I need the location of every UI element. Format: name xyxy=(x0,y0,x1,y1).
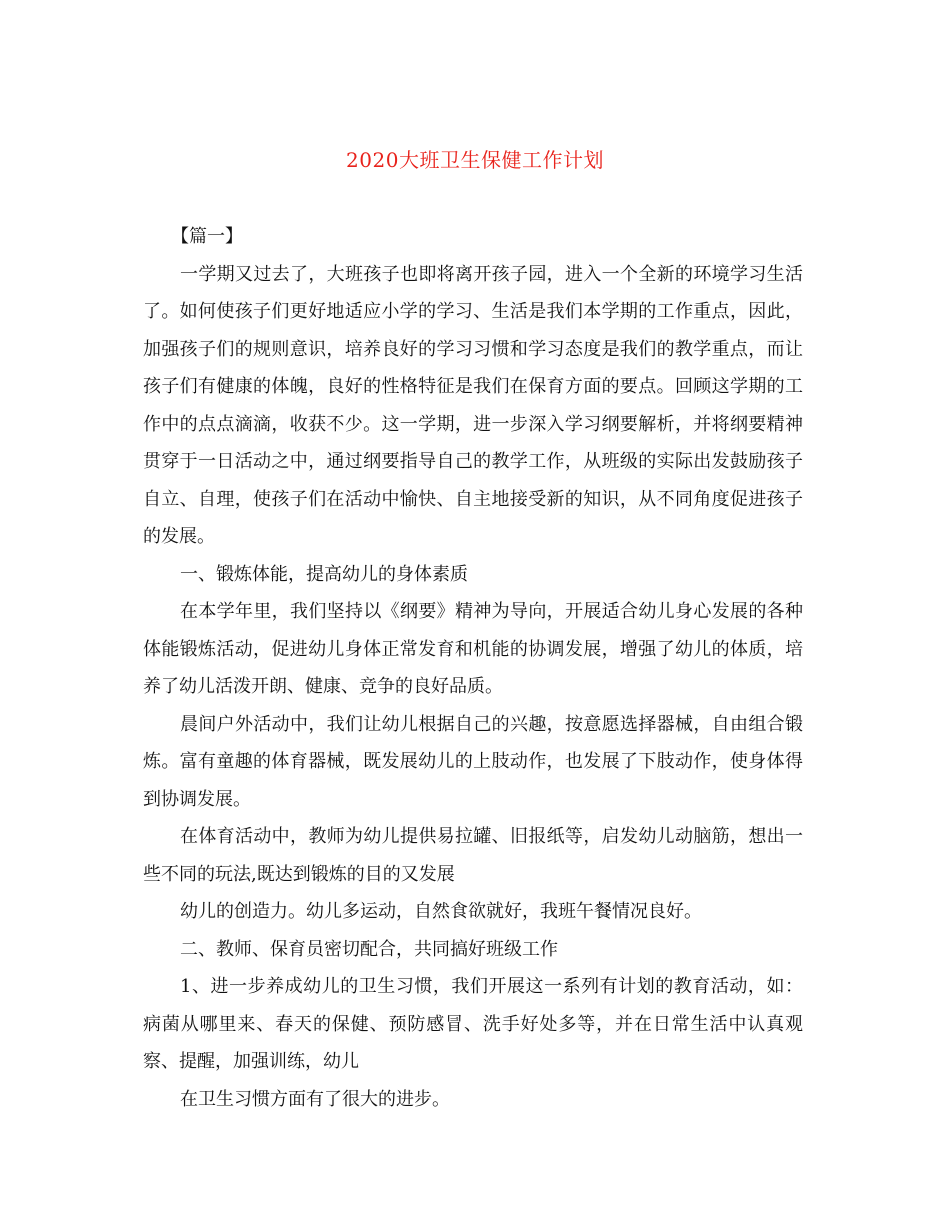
section-heading: 二、教师、保育员密切配合，共同搞好班级工作 xyxy=(180,938,558,960)
document-title: 2020大班卫生保健工作计划 xyxy=(346,148,604,172)
section-heading: 一、锻炼体能，提高幼儿的身体素质 xyxy=(180,563,468,585)
paragraph: 在卫生习惯方面有了很大的进步。 xyxy=(180,1088,450,1110)
paragraph: 1、进一步养成幼儿的卫生习惯，我们开展这一系列有计划的教育活动，如：病菌从哪里来、春天的保健、预防感冒、洗手好处多等，并在日常生活中认真观察、提醒，加强训练，幼儿 xyxy=(143,976,803,1072)
section-label: 【篇一】 xyxy=(171,226,243,247)
paragraph: 在体育活动中，教师为幼儿提供易拉罐、旧报纸等，启发幼儿动脑筋，想出一些不同的玩法,既达到锻炼的目的又发展 xyxy=(143,826,803,885)
paragraph: 晨间户外活动中，我们让幼儿根据自己的兴趣，按意愿选择器械，自由组合锻炼。富有童趣的体育器械，既发展幼儿的上肢动作，也发展了下肢动作，使身体得到协调发展。 xyxy=(143,713,803,810)
paragraph: 在本学年里，我们坚持以《纲要》精神为导向，开展适合幼儿身心发展的各种体能锻炼活动，促进幼儿身体正常发育和机能的协调发展，增强了幼儿的体质，培养了幼儿活泼开朗、健康、竞争的良好品质。 xyxy=(143,601,803,697)
paragraph: 一学期又过去了，大班孩子也即将离开孩子园，进入一个全新的环境学习生活了。如何使孩子们更好地适应小学的学习、生活是我们本学期的工作重点，因此，加强孩子们的规则意识，培养良好的学习习惯和学习态度是我们的教学重点，而让孩子们有健康的体魄，良好的性格特征是我们在保育方面的要点。回顾这学期的工作中的点点滴滴，收获不少。这一学期，进一步深入学习纲要解析，并将纲要精神贯穿于一日活动之中，通过纲要指导自己的教学工作，从班级的实际出发鼓励孩子自立、自理，使孩子们在活动中愉快、自主地接受新的知识，从不同角度促进孩子的发展。 xyxy=(143,263,803,547)
document-body xyxy=(143,218,803,1118)
paragraph: 幼儿的创造力。幼儿多运动，自然食欲就好，我班午餐情况良好。 xyxy=(180,901,702,922)
